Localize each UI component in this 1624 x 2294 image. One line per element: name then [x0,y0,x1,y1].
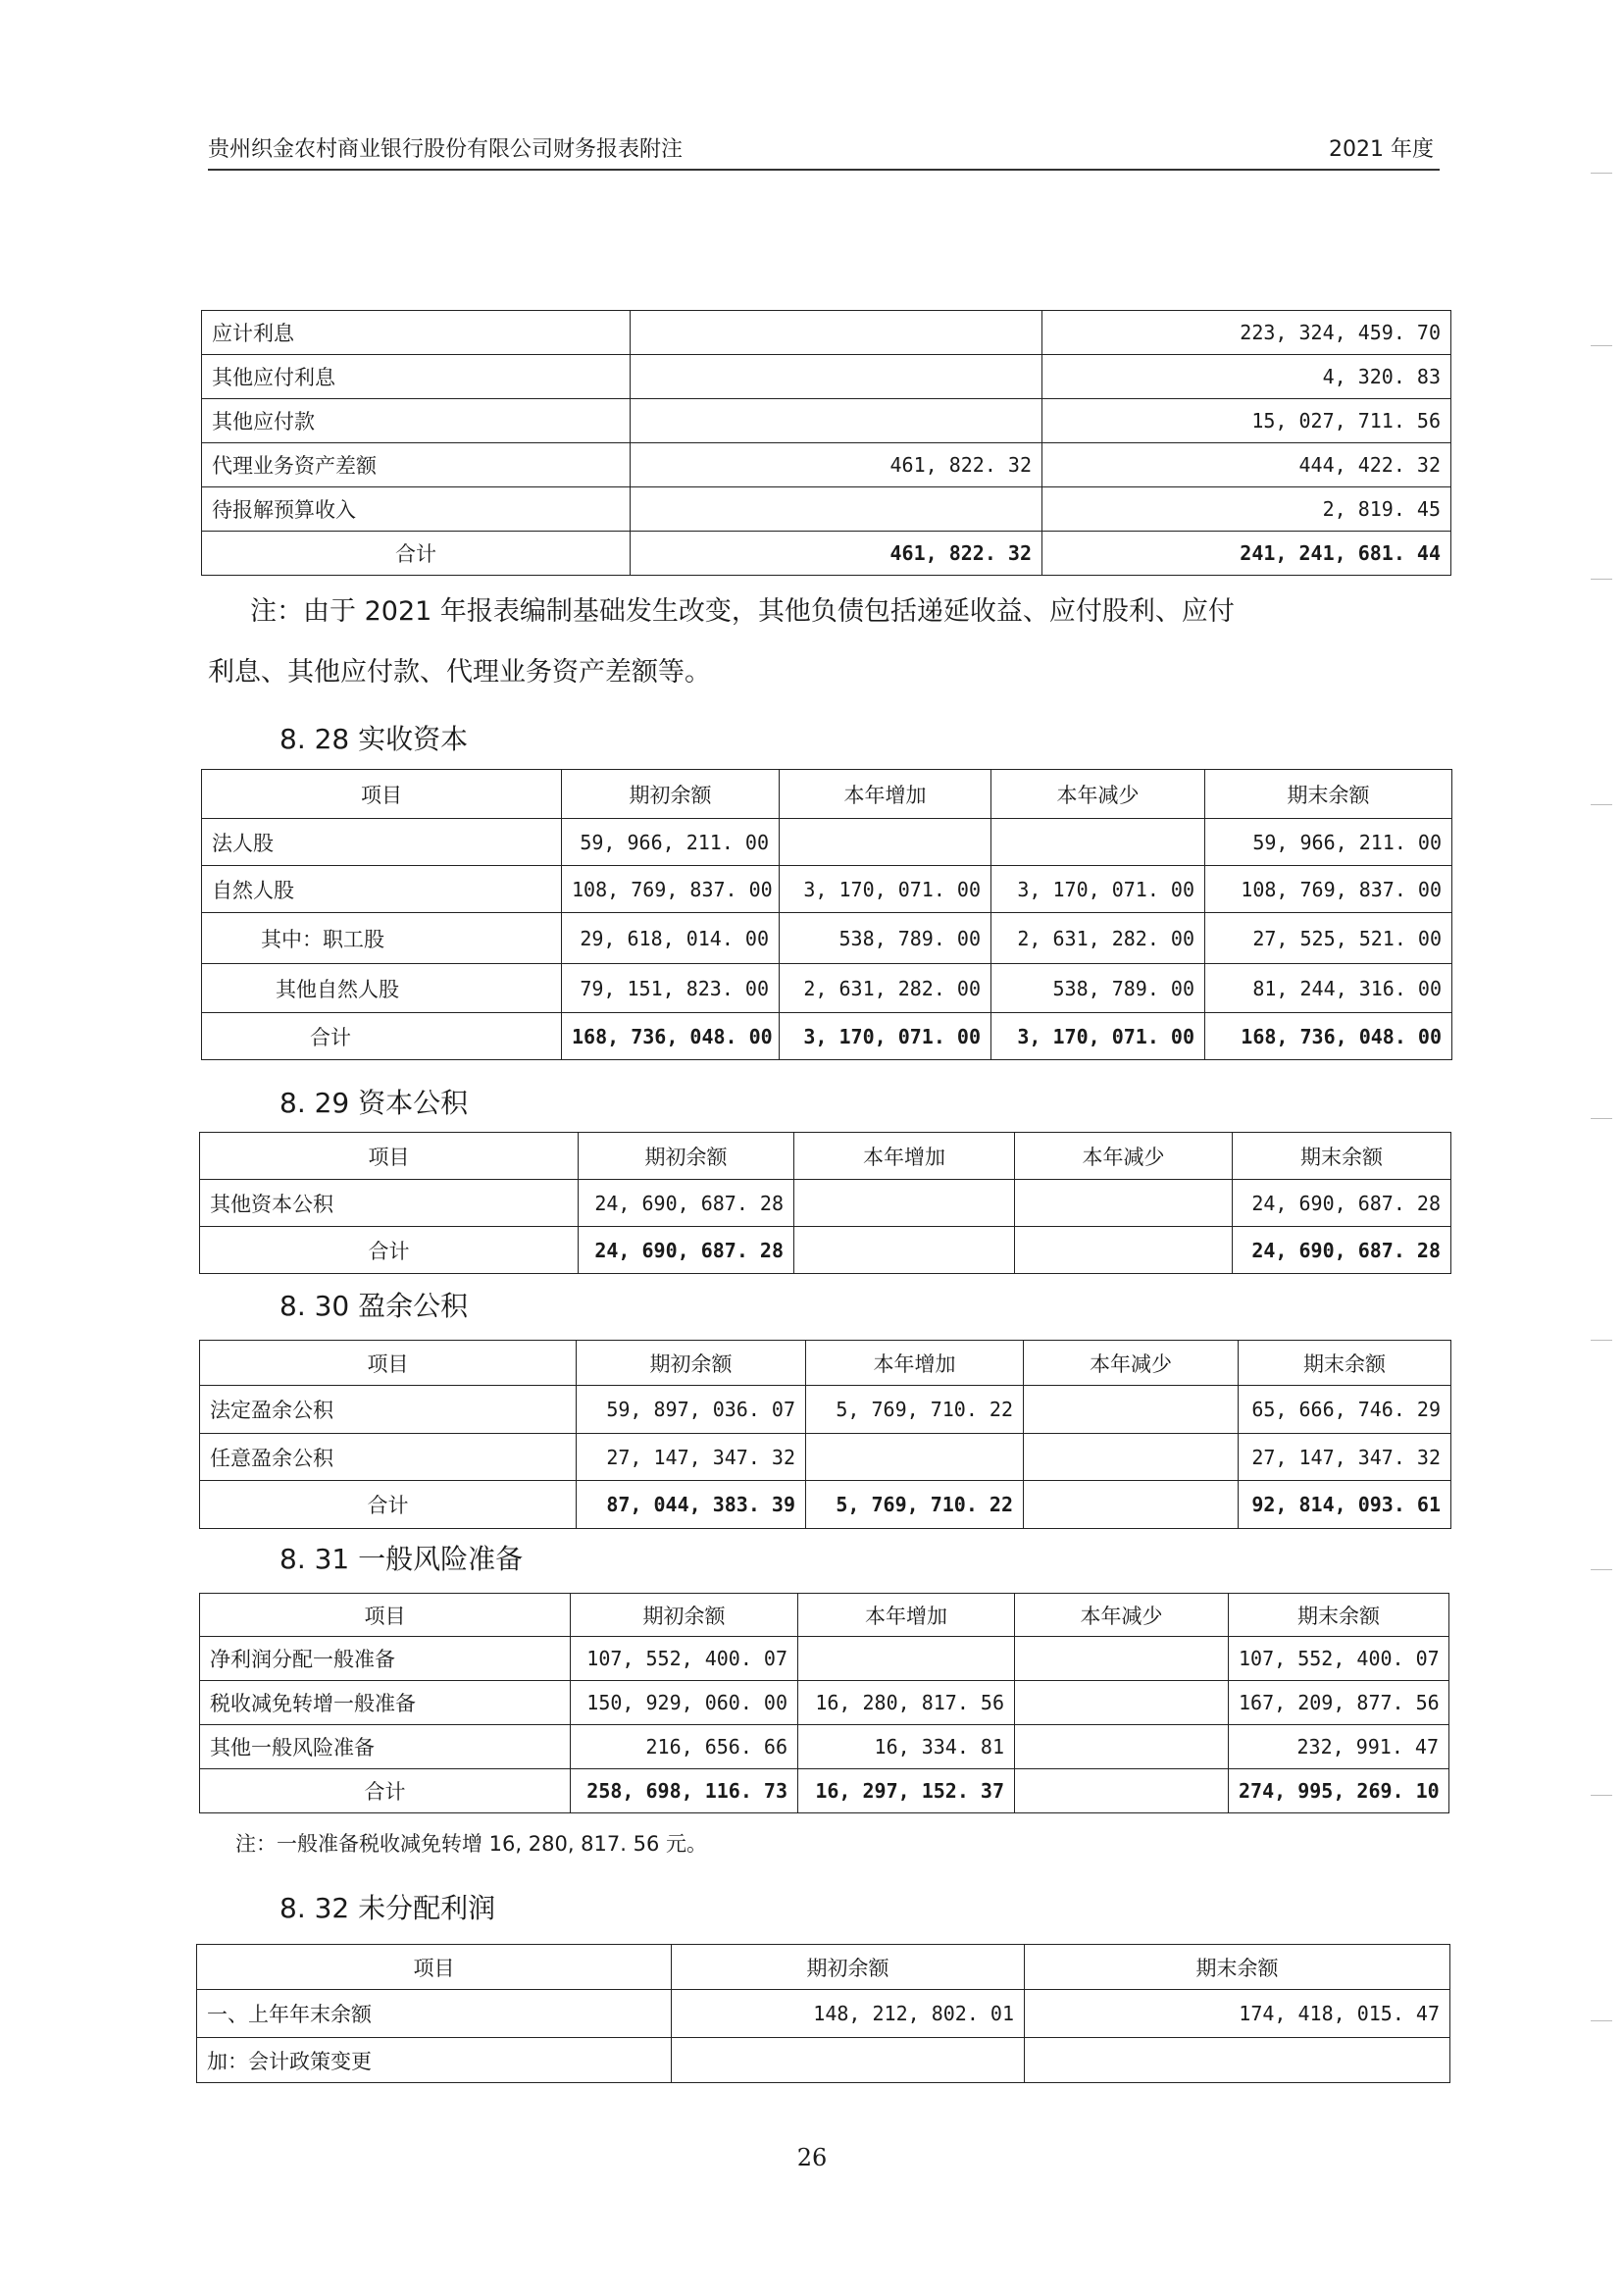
cell-value: 87, 044, 383. 39 [577,1481,806,1529]
col-header: 本年增加 [798,1594,1015,1637]
page-header [208,129,1440,171]
table-row [200,1637,1449,1681]
table-total-row [200,1769,1449,1813]
cell-value: 167, 209, 877. 56 [1229,1681,1449,1725]
cell-value: 108, 769, 837. 00 [562,866,780,913]
cell-value: 24, 690, 687. 28 [1233,1227,1451,1274]
cell-value: 92, 814, 093. 61 [1239,1481,1451,1529]
col-header: 项目 [200,1341,577,1386]
cell-value [1024,1386,1239,1434]
cell-item: 待报解预算收入 [202,487,631,532]
cell-value [794,1180,1015,1227]
cell-begin [631,399,1042,443]
cell-value: 538, 789. 00 [780,913,991,964]
undistributed-profit-table [196,1944,1450,2083]
cell-value: 59, 897, 036. 07 [577,1386,806,1434]
paid-in-capital-table [201,769,1452,1060]
col-header: 项目 [200,1133,579,1180]
header-year: 2021 年度 [1329,137,1434,162]
cell-value: 3, 170, 071. 00 [991,866,1205,913]
cell-item: 法定盈余公积 [200,1386,577,1434]
table-row [202,913,1452,964]
cell-value: 538, 789. 00 [991,964,1205,1013]
table-header-row [200,1594,1449,1637]
cell-value: 150, 929, 060. 00 [571,1681,798,1725]
table-total-row [202,532,1451,576]
cell-value [794,1227,1015,1274]
col-header: 本年减少 [1024,1341,1239,1386]
cell-value: 5, 769, 710. 22 [806,1386,1024,1434]
header-title: 贵州织金农村商业银行股份有限公司财务报表附注 [208,137,684,162]
binder-mark [1591,2020,1612,2021]
cell-end: 4, 320. 83 [1042,355,1451,399]
binder-mark [1591,1340,1612,1341]
cell-item: 其他一般风险准备 [200,1725,571,1769]
table-total-row [200,1481,1451,1529]
cell-value: 3, 170, 071. 00 [780,866,991,913]
capital-reserve-table [199,1132,1451,1274]
cell-value: 108, 769, 837. 00 [1205,866,1452,913]
cell-value: 24, 690, 687. 28 [579,1227,794,1274]
binder-mark [1591,1795,1612,1796]
cell-value: 216, 656. 66 [571,1725,798,1769]
cell-value [672,2038,1025,2083]
cell-item: 其中：职工股 [202,913,562,964]
cell-end: 15, 027, 711. 56 [1042,399,1451,443]
table-header-row [202,770,1452,819]
cell-value [1025,2038,1450,2083]
table-row [200,1386,1451,1434]
table-row [202,311,1451,355]
cell-value [1015,1227,1233,1274]
col-header: 本年减少 [1015,1594,1229,1637]
surplus-reserve-table [199,1340,1451,1529]
table-row [202,443,1451,487]
col-header: 期初余额 [562,770,780,819]
cell-begin: 461, 822. 32 [631,532,1042,576]
col-header: 期末余额 [1229,1594,1449,1637]
table-header-row [200,1341,1451,1386]
col-header: 期初余额 [571,1594,798,1637]
cell-begin [631,311,1042,355]
binder-mark [1591,579,1612,580]
table-header-row [197,1945,1450,1990]
table-header-row [200,1133,1451,1180]
cell-value [1015,1681,1229,1725]
cell-item: 其他应付款 [202,399,631,443]
col-header: 本年增加 [780,770,991,819]
col-header: 期末余额 [1239,1341,1451,1386]
cell-value: 168, 736, 048. 00 [562,1013,780,1060]
cell-end: 241, 241, 681. 44 [1042,532,1451,576]
cell-value: 65, 666, 746. 29 [1239,1386,1451,1434]
table-row [202,866,1452,913]
cell-item: 代理业务资产差额 [202,443,631,487]
col-header: 期初余额 [579,1133,794,1180]
cell-value [1024,1481,1239,1529]
cell-item: 其他自然人股 [202,964,562,1013]
cell-item: 应计利息 [202,311,631,355]
section-title-8-28: 8. 28 实收资本 [279,723,469,755]
cell-begin: 461, 822. 32 [631,443,1042,487]
cell-item: 一、上年年末余额 [197,1990,672,2038]
cell-item: 净利润分配一般准备 [200,1637,571,1681]
cell-value: 174, 418, 015. 47 [1025,1990,1450,2038]
cell-end: 223, 324, 459. 70 [1042,311,1451,355]
cell-end: 444, 422. 32 [1042,443,1451,487]
cell-item: 其他应付利息 [202,355,631,399]
col-header: 项目 [200,1594,571,1637]
cell-value [1015,1637,1229,1681]
section-title-8-31: 8. 31 一般风险准备 [279,1543,524,1575]
cell-item: 加：会计政策变更 [197,2038,672,2083]
table-row [202,964,1452,1013]
cell-value: 3, 170, 071. 00 [780,1013,991,1060]
cell-item: 合计 [202,532,631,576]
table-row [197,2038,1450,2083]
cell-value [1015,1180,1233,1227]
table-row [202,355,1451,399]
section-title-8-32: 8. 32 未分配利润 [279,1892,496,1924]
cell-value: 3, 170, 071. 00 [991,1013,1205,1060]
cell-value: 168, 736, 048. 00 [1205,1013,1452,1060]
binder-mark [1591,345,1612,346]
table-total-row [202,1013,1452,1060]
cell-item: 任意盈余公积 [200,1434,577,1481]
binder-mark [1591,1118,1612,1119]
cell-value [798,1637,1015,1681]
col-header: 期初余额 [577,1341,806,1386]
col-header: 本年减少 [1015,1133,1233,1180]
cell-value: 59, 966, 211. 00 [562,819,780,866]
cell-item: 合计 [202,1013,562,1060]
cell-value: 79, 151, 823. 00 [562,964,780,1013]
cell-item: 税收减免转增一般准备 [200,1681,571,1725]
section-title-8-29: 8. 29 资本公积 [279,1087,469,1119]
cell-value: 2, 631, 282. 00 [780,964,991,1013]
table-row [197,1990,1450,2038]
cell-value: 232, 991. 47 [1229,1725,1449,1769]
cell-item: 其他资本公积 [200,1180,579,1227]
other-liabilities-table [201,310,1451,576]
table-row [200,1681,1449,1725]
table-row [200,1434,1451,1481]
cell-item: 合计 [200,1481,577,1529]
cell-value: 274, 995, 269. 10 [1229,1769,1449,1813]
col-header: 期初余额 [672,1945,1025,1990]
binder-mark [1591,173,1612,174]
cell-value: 16, 280, 817. 56 [798,1681,1015,1725]
cell-value: 59, 966, 211. 00 [1205,819,1452,866]
cell-value: 27, 525, 521. 00 [1205,913,1452,964]
cell-value: 27, 147, 347. 32 [577,1434,806,1481]
cell-item: 自然人股 [202,866,562,913]
cell-item: 合计 [200,1769,571,1813]
cell-value [806,1434,1024,1481]
table-row [200,1180,1451,1227]
cell-value [780,819,991,866]
cell-item: 合计 [200,1227,579,1274]
cell-value: 24, 690, 687. 28 [1233,1180,1451,1227]
col-header: 期末余额 [1205,770,1452,819]
col-header: 本年增加 [806,1341,1024,1386]
cell-value [1024,1434,1239,1481]
col-header: 本年增加 [794,1133,1015,1180]
cell-value [1015,1725,1229,1769]
general-risk-reserve-table [199,1593,1449,1813]
cell-item: 法人股 [202,819,562,866]
section-title-8-30: 8. 30 盈余公积 [279,1290,469,1322]
general-reserve-note: 注：一般准备税收减免转增 16, 280, 817. 56 元。 [235,1832,708,1856]
cell-value: 107, 552, 400. 07 [1229,1637,1449,1681]
col-header: 期末余额 [1233,1133,1451,1180]
note-paragraph-line2: 利息、其他应付款、代理业务资产差额等。 [208,657,711,688]
table-row [202,399,1451,443]
table-row [200,1725,1449,1769]
col-header: 项目 [197,1945,672,1990]
cell-value: 27, 147, 347. 32 [1239,1434,1451,1481]
cell-value: 258, 698, 116. 73 [571,1769,798,1813]
cell-value: 16, 297, 152. 37 [798,1769,1015,1813]
table-total-row [200,1227,1451,1274]
note-paragraph-line1: 注：由于 2021 年报表编制基础发生改变，其他负债包括递延收益、应付股利、应付 [250,596,1235,627]
cell-value: 2, 631, 282. 00 [991,913,1205,964]
table-row [202,487,1451,532]
binder-mark [1591,804,1612,805]
table-row [202,819,1452,866]
cell-value: 16, 334. 81 [798,1725,1015,1769]
cell-value: 81, 244, 316. 00 [1205,964,1452,1013]
col-header: 本年减少 [991,770,1205,819]
cell-value: 24, 690, 687. 28 [579,1180,794,1227]
cell-begin [631,487,1042,532]
cell-value: 148, 212, 802. 01 [672,1990,1025,2038]
cell-begin [631,355,1042,399]
col-header: 项目 [202,770,562,819]
cell-value: 107, 552, 400. 07 [571,1637,798,1681]
page-number: 26 [796,2144,828,2171]
cell-value [991,819,1205,866]
col-header: 期末余额 [1025,1945,1450,1990]
cell-value: 5, 769, 710. 22 [806,1481,1024,1529]
binder-mark [1591,1569,1612,1570]
cell-end: 2, 819. 45 [1042,487,1451,532]
cell-value: 29, 618, 014. 00 [562,913,780,964]
cell-value [1015,1769,1229,1813]
